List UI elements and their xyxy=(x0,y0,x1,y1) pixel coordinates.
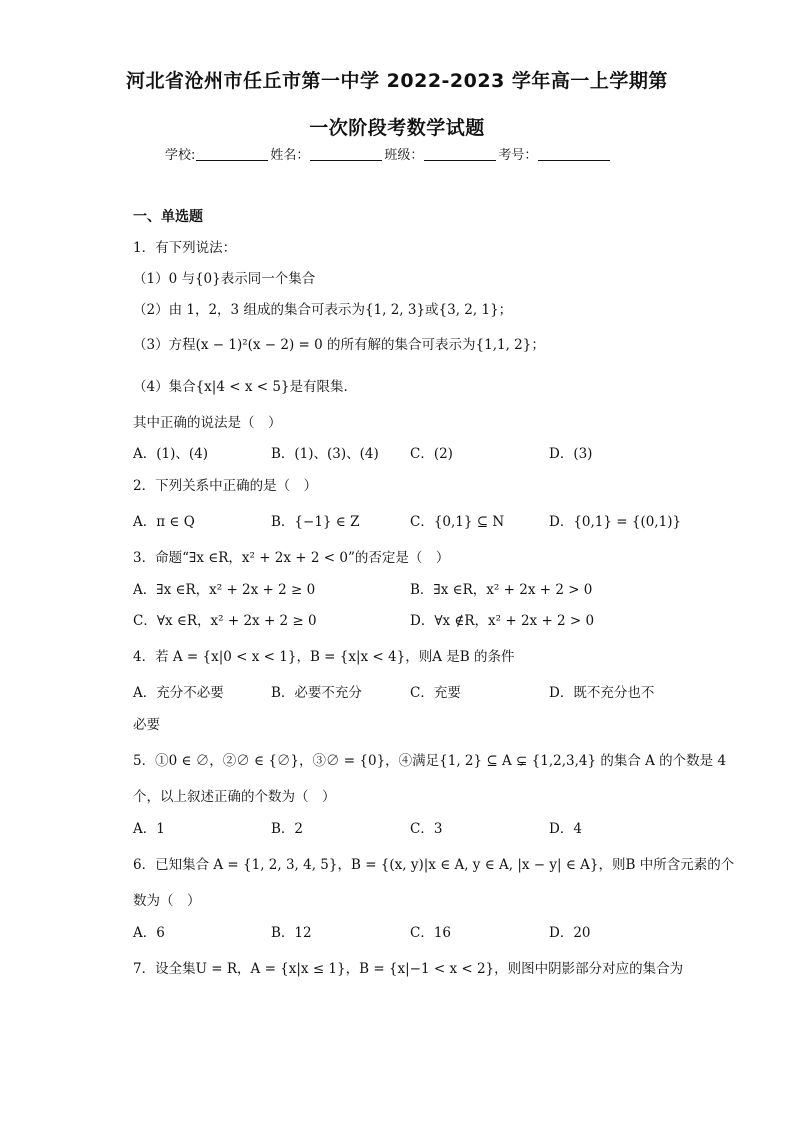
student-info-row xyxy=(165,144,612,163)
q5-option-b[interactable]: B．2 xyxy=(271,821,304,837)
q6-option-c[interactable]: C．16 xyxy=(410,925,452,941)
q1-option-b[interactable]: B．(1)、(3)、(4) xyxy=(271,446,379,462)
q3-option-d[interactable]: D．∀x ∉R，x² + 2x + 2 > 0 xyxy=(410,613,595,629)
q2-option-c[interactable]: C．{0,1} ⊆ N xyxy=(410,514,505,530)
q4-option-c[interactable]: C．充要 xyxy=(410,685,461,701)
q3-option-c[interactable]: C．∀x ∈R，x² + 2x + 2 ≥ 0 xyxy=(133,613,317,629)
q5-option-c[interactable]: C．3 xyxy=(410,821,443,837)
q4-option-d[interactable]: D．既不充分也不 xyxy=(549,685,655,701)
name-blank[interactable] xyxy=(310,148,382,161)
class-label: 班级： xyxy=(384,148,424,163)
number-label: 考号： xyxy=(498,148,538,163)
exam-title-line-1: 河北省沧州市任丘市第一中学 2022-2023 学年高一上学期第 xyxy=(126,70,668,92)
q4-option-a[interactable]: A．充分不必要 xyxy=(133,685,224,701)
q5-stem-continued: 个，以上叙述正确的个数为（ ） xyxy=(133,789,336,805)
q6-option-d[interactable]: D．20 xyxy=(549,925,591,941)
q1-option-d[interactable]: D．(3) xyxy=(549,446,593,462)
q4-stem: 4．若 A = {x|0 < x < 1}，B = {x|x < 4}，则A 是B 的条件 xyxy=(133,649,515,665)
exam-title-line-2: 一次阶段考数学试题 xyxy=(309,117,485,139)
q1-statement-1: （1）0 与{0}表示同一个集合 xyxy=(133,271,316,287)
q7-stem: 7．设全集U = R，A = {x|x ≤ 1}，B = {x|−1 < x < 2}，则图中阴影部分对应的集合为 xyxy=(133,961,684,977)
q3-stem: 3．命题“∃x ∈R，x² + 2x + 2 < 0”的否定是（ ） xyxy=(133,550,450,566)
school-blank[interactable] xyxy=(196,148,268,161)
name-label: 姓名： xyxy=(270,148,310,163)
q1-ask: 其中正确的说法是（ ） xyxy=(133,415,282,431)
q3-option-a[interactable]: A．∃x ∈R，x² + 2x + 2 ≥ 0 xyxy=(133,582,316,598)
q5-stem: 5．①0 ∈ ∅，②∅ ∈ {∅}，③∅ = {0}，④满足{1, 2} ⊆ A ⊊ {1,2,3,4} 的集合 A 的个数是 4 xyxy=(133,753,727,769)
q2-option-a[interactable]: A．π ∈ Q xyxy=(133,514,195,530)
q6-stem: 6．已知集合 A = {1, 2, 3, 4, 5}，B = {(x, y)|x ∈ A, y ∈ A, |x − y| ∈ A}，则B 中所含元素的个 xyxy=(133,857,735,873)
q1-option-c[interactable]: C．(2) xyxy=(410,446,453,462)
number-blank[interactable] xyxy=(538,148,610,161)
q2-option-d[interactable]: D．{0,1} = {(0,1)} xyxy=(549,514,682,530)
q1-option-a[interactable]: A．(1)、(4) xyxy=(133,446,208,462)
q3-option-b[interactable]: B．∃x ∈R，x² + 2x + 2 > 0 xyxy=(410,582,593,598)
q1-statement-3: （3）方程(x − 1)²(x − 2) = 0 的所有解的集合可表示为{1,1, 2}； xyxy=(133,337,545,353)
q6-option-a[interactable]: A．6 xyxy=(133,925,165,941)
class-blank[interactable] xyxy=(424,148,496,161)
q2-option-b[interactable]: B．{−1} ∈ Z xyxy=(271,514,360,530)
q5-option-d[interactable]: D．4 xyxy=(549,821,582,837)
section-heading: 一、单选题 xyxy=(133,209,203,225)
q5-option-a[interactable]: A．1 xyxy=(133,821,165,837)
q2-stem: 2．下列关系中正确的是（ ） xyxy=(133,478,318,494)
q1-statement-2: （2）由 1，2，3 组成的集合可表示为{1, 2, 3}或{3, 2, 1}； xyxy=(133,302,513,318)
q4-option-b[interactable]: B．必要不充分 xyxy=(271,685,362,701)
q1-stem: 1．有下列说法： xyxy=(133,240,237,256)
school-label: 学校: xyxy=(165,148,196,163)
q6-option-b[interactable]: B．12 xyxy=(271,925,312,941)
q4-option-d-wrap: 必要 xyxy=(133,717,160,733)
q1-statement-4: （4）集合{x|4 < x < 5}是有限集. xyxy=(133,379,348,395)
q6-stem-continued: 数为（ ） xyxy=(133,893,201,909)
